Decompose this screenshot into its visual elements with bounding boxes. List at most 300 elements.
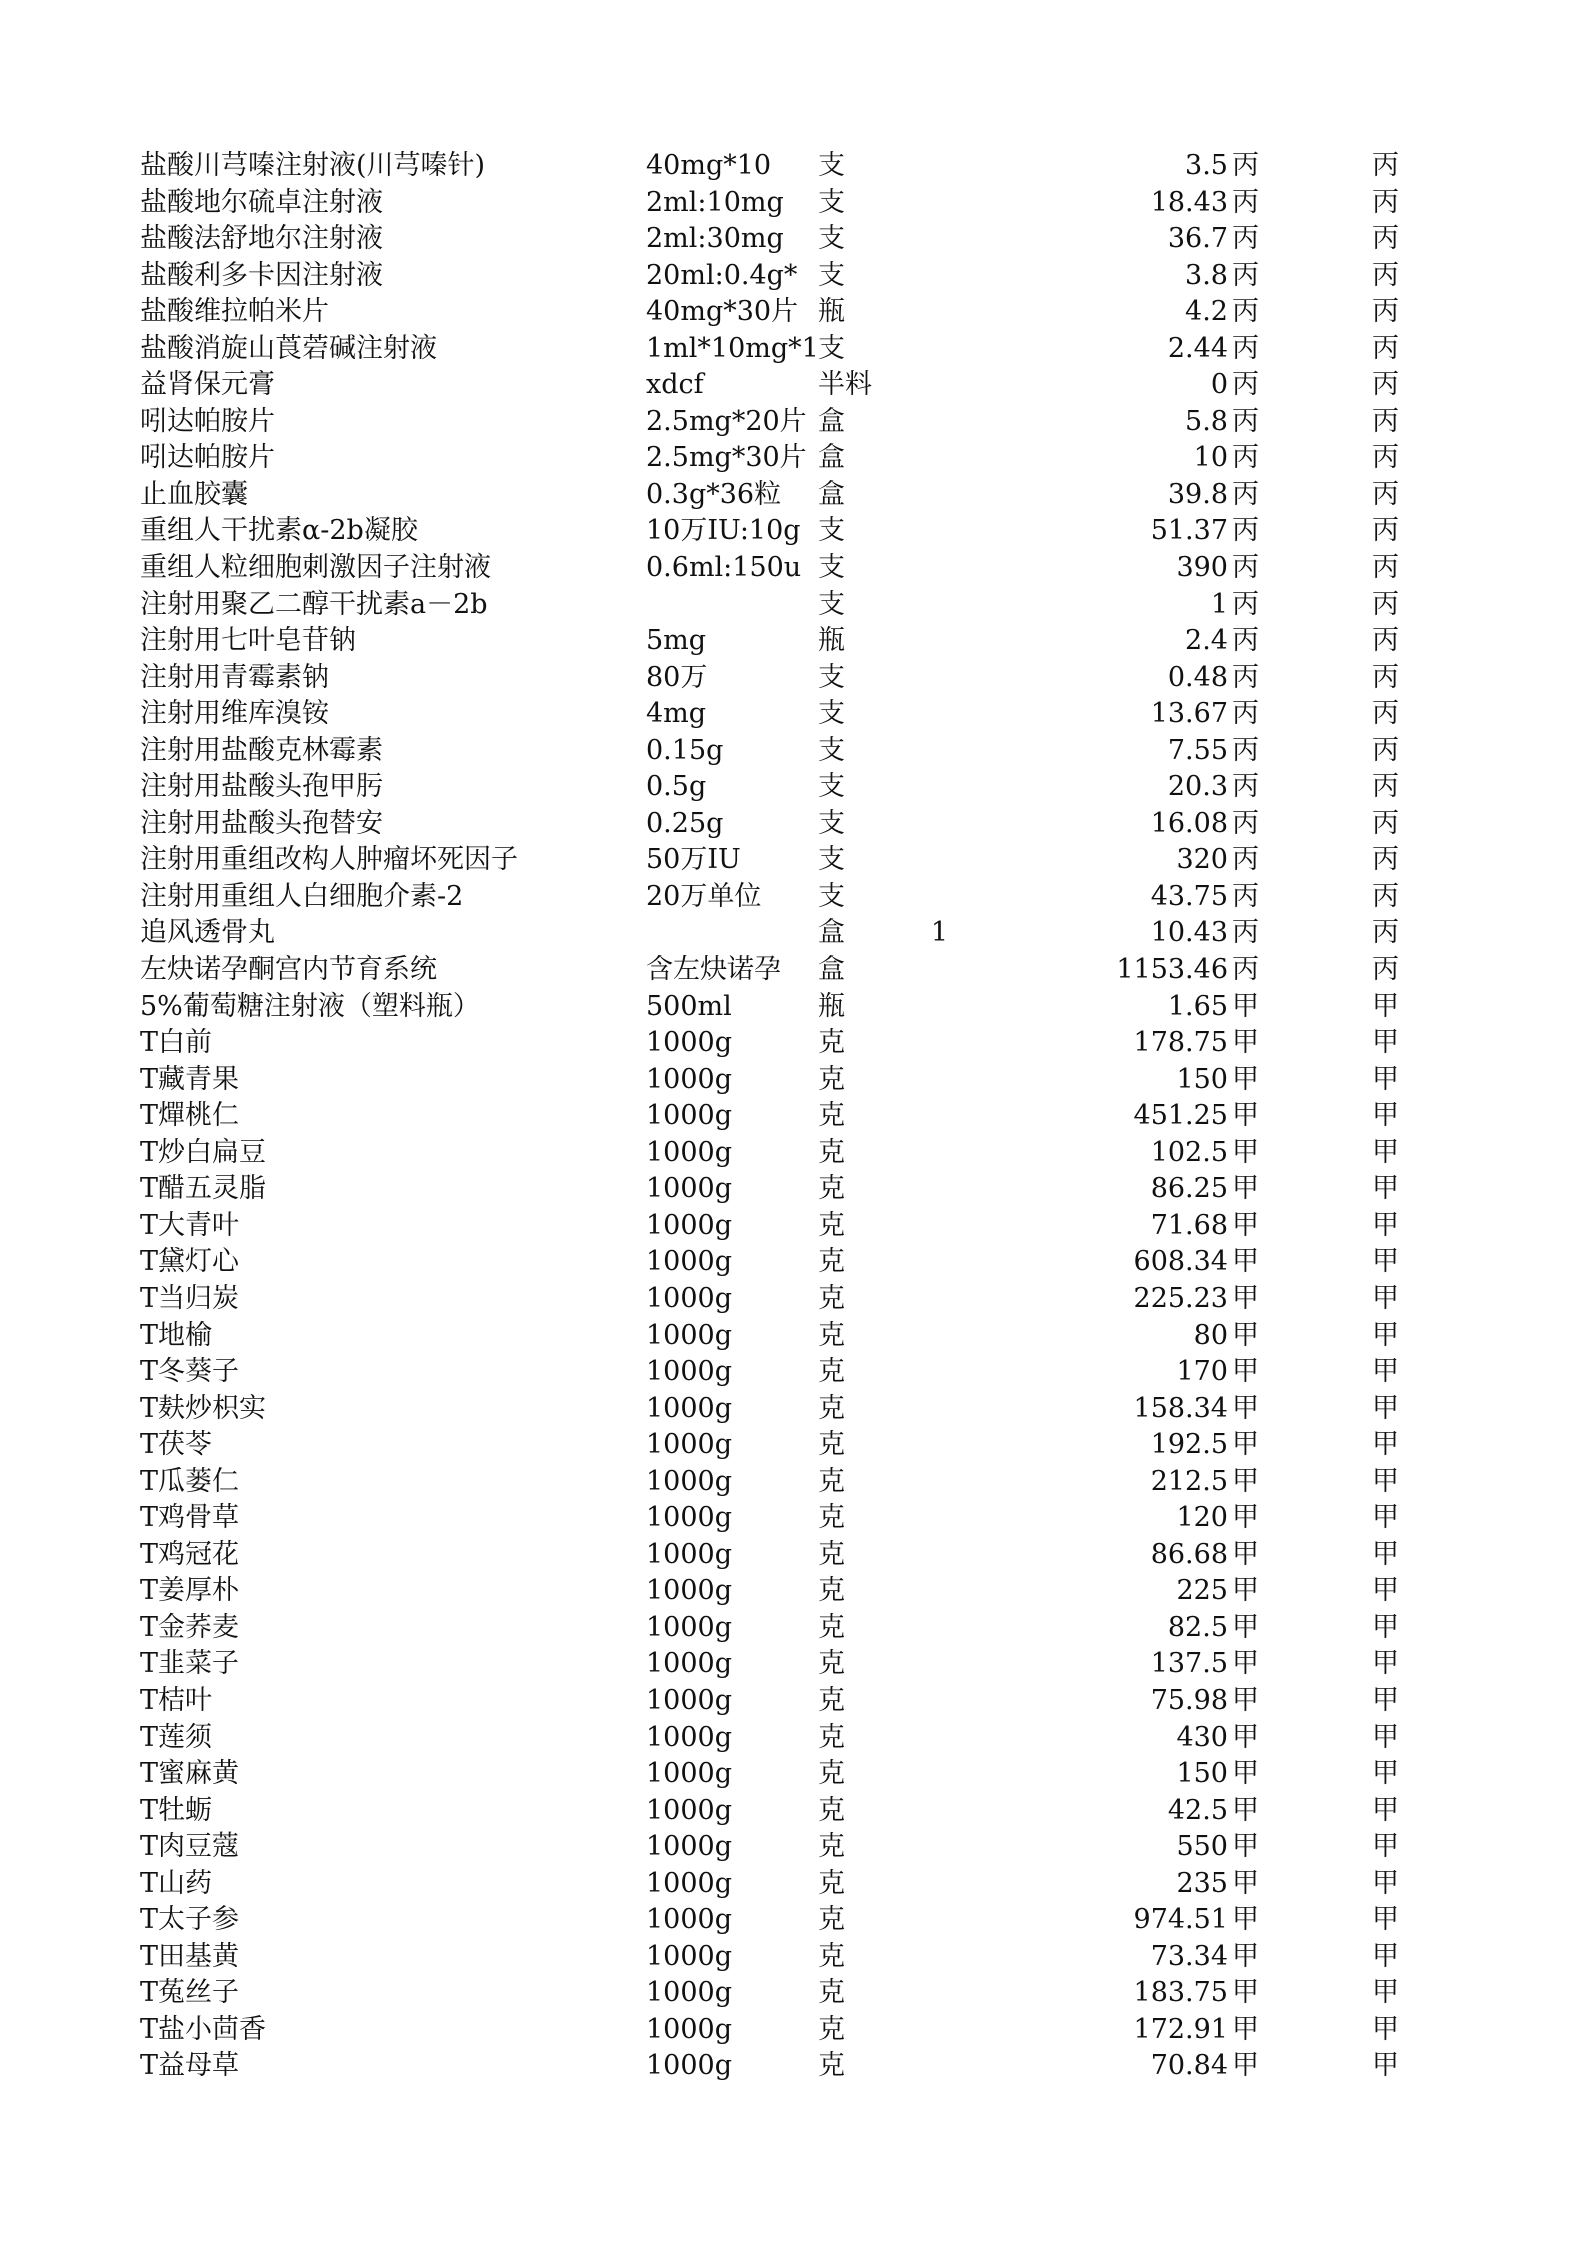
category-cell: 甲 (1232, 1465, 1259, 1497)
price-cell: 10 (1193, 442, 1228, 474)
drug-name-cell: T炒白扁豆 (140, 1136, 267, 1168)
drug-name-cell: 重组人粒细胞刺激因子注射液 (140, 552, 491, 584)
drug-name-cell: 吲达帕胺片 (140, 442, 275, 474)
grade-cell: 丙 (1372, 625, 1399, 657)
specification-cell: 0.3g*36粒 (646, 478, 782, 510)
specification-cell: 1000g (646, 1063, 732, 1095)
table-row (140, 1025, 1399, 1062)
table-row (140, 696, 1399, 733)
grade-cell: 甲 (1372, 1356, 1399, 1388)
unit-cell: 克 (818, 1136, 845, 1168)
table-row (140, 1244, 1399, 1281)
price-cell: 150 (1176, 1758, 1228, 1790)
table-row (140, 331, 1399, 368)
table-row (140, 1171, 1399, 1208)
price-cell: 183.75 (1133, 1977, 1228, 2009)
price-cell: 10.43 (1150, 917, 1228, 949)
table-row (140, 477, 1399, 514)
specification-cell: 1000g (646, 1831, 732, 1863)
table-row (140, 1318, 1399, 1355)
unit-cell: 克 (818, 1063, 845, 1095)
category-cell: 丙 (1232, 515, 1259, 547)
price-cell: 1 (1210, 588, 1228, 620)
drug-name-cell: T地榆 (140, 1319, 213, 1351)
grade-cell: 甲 (1372, 1977, 1399, 2009)
unit-cell: 克 (818, 1648, 845, 1680)
drug-name-cell: 盐酸消旋山莨菪碱注射液 (140, 332, 437, 364)
table-row (140, 1427, 1399, 1464)
drug-name-cell: T藏青果 (140, 1063, 240, 1095)
table-row (140, 952, 1399, 989)
unit-cell: 克 (818, 1282, 845, 1314)
price-cell: 170 (1176, 1356, 1228, 1388)
drug-name-cell: T韭菜子 (140, 1648, 240, 1680)
grade-cell: 甲 (1372, 1465, 1399, 1497)
price-cell: 608.34 (1133, 1246, 1228, 1278)
specification-cell: 1000g (646, 1611, 732, 1643)
unit-cell: 克 (818, 1429, 845, 1461)
unit-cell: 支 (818, 332, 845, 364)
price-cell: 0.48 (1167, 661, 1228, 693)
price-cell: 82.5 (1167, 1611, 1228, 1643)
table-row (140, 1098, 1399, 1135)
unit-cell: 支 (818, 259, 845, 291)
specification-cell: 1000g (646, 1721, 732, 1753)
table-row (140, 1610, 1399, 1647)
grade-cell: 甲 (1372, 1758, 1399, 1790)
specification-cell: 1000g (646, 1538, 732, 1570)
grade-cell: 甲 (1372, 1831, 1399, 1863)
price-cell: 451.25 (1133, 1100, 1228, 1132)
unit-cell: 支 (818, 734, 845, 766)
drug-name-cell: T当归炭 (140, 1282, 240, 1314)
table-row (140, 989, 1399, 1026)
category-cell: 甲 (1232, 1831, 1259, 1863)
price-cell: 550 (1176, 1831, 1228, 1863)
grade-cell: 甲 (1372, 1429, 1399, 1461)
unit-cell: 支 (818, 552, 845, 584)
specification-cell: 1000g (646, 2013, 732, 2045)
price-cell: 20.3 (1167, 771, 1228, 803)
category-cell: 丙 (1232, 405, 1259, 437)
table-row (140, 842, 1399, 879)
category-cell: 丙 (1232, 807, 1259, 839)
unit-cell: 支 (818, 844, 845, 876)
drug-name-cell: 盐酸法舒地尔注射液 (140, 223, 383, 255)
table-row (140, 440, 1399, 477)
specification-cell: 1000g (646, 1027, 732, 1059)
unit-cell: 克 (818, 1721, 845, 1753)
specification-cell: 4mg (646, 698, 707, 730)
unit-cell: 克 (818, 1356, 845, 1388)
unit-cell: 克 (818, 1758, 845, 1790)
category-cell: 甲 (1232, 1794, 1259, 1826)
price-cell: 102.5 (1150, 1136, 1228, 1168)
grade-cell: 丙 (1372, 771, 1399, 803)
category-cell: 甲 (1232, 1209, 1259, 1241)
grade-cell: 甲 (1372, 1392, 1399, 1424)
category-cell: 甲 (1232, 2050, 1259, 2082)
table-row (140, 1646, 1399, 1683)
table-row (140, 1135, 1399, 1172)
price-cell: 3.5 (1185, 150, 1228, 181)
grade-cell: 甲 (1372, 1173, 1399, 1205)
drug-name-cell: T益母草 (140, 2050, 240, 2082)
unit-cell: 克 (818, 1904, 845, 1936)
unit-cell: 盒 (818, 478, 845, 510)
category-cell: 丙 (1232, 844, 1259, 876)
grade-cell: 丙 (1372, 332, 1399, 364)
specification-cell: 500ml (646, 990, 732, 1022)
category-cell: 丙 (1232, 296, 1259, 328)
drug-name-cell: 盐酸利多卡因注射液 (140, 259, 383, 291)
category-cell: 丙 (1232, 954, 1259, 986)
category-cell: 丙 (1232, 186, 1259, 218)
grade-cell: 丙 (1372, 186, 1399, 218)
price-cell: 1.65 (1167, 990, 1228, 1022)
price-cell: 390 (1176, 552, 1228, 584)
price-cell: 1153.46 (1116, 954, 1228, 986)
table-row (140, 1464, 1399, 1501)
category-cell: 丙 (1232, 332, 1259, 364)
grade-cell: 丙 (1372, 223, 1399, 255)
table-row (140, 623, 1399, 660)
unit-cell: 克 (818, 1684, 845, 1716)
price-cell: 137.5 (1150, 1648, 1228, 1680)
specification-cell: 1000g (646, 1173, 732, 1205)
price-cell: 18.43 (1150, 186, 1228, 218)
category-cell: 丙 (1232, 478, 1259, 510)
grade-cell: 丙 (1372, 734, 1399, 766)
grade-cell: 丙 (1372, 917, 1399, 949)
table-row (140, 1829, 1399, 1866)
drug-name-cell: T田基黄 (140, 1940, 240, 1972)
unit-cell: 克 (818, 1502, 845, 1534)
table-row (140, 1281, 1399, 1318)
grade-cell: 甲 (1372, 1721, 1399, 1753)
specification-cell: 80万 (646, 661, 708, 693)
table-row (140, 1756, 1399, 1793)
grade-cell: 甲 (1372, 1209, 1399, 1241)
table-row (140, 221, 1399, 258)
table-row (140, 587, 1399, 624)
table-row (140, 148, 1399, 185)
unit-cell: 支 (818, 698, 845, 730)
specification-cell: 0.5g (646, 771, 707, 803)
specification-cell: 2.5mg*30片 (646, 442, 807, 474)
grade-cell: 丙 (1372, 515, 1399, 547)
table-row (140, 769, 1399, 806)
specification-cell: 1000g (646, 1758, 732, 1790)
grade-cell: 丙 (1372, 844, 1399, 876)
grade-cell: 甲 (1372, 1063, 1399, 1095)
price-cell: 43.75 (1150, 880, 1228, 912)
drug-name-cell: 注射用青霉素钠 (140, 661, 329, 693)
unit-cell: 支 (818, 880, 845, 912)
drug-name-cell: 注射用盐酸头孢甲肟 (140, 771, 383, 803)
table-row (140, 1939, 1399, 1976)
price-cell: 16.08 (1150, 807, 1228, 839)
unit-cell: 克 (818, 1465, 845, 1497)
grade-cell: 甲 (1372, 1538, 1399, 1570)
grade-cell: 甲 (1372, 1319, 1399, 1351)
table-row (140, 367, 1399, 404)
drug-name-cell: T鸡冠花 (140, 1538, 240, 1570)
drug-name-cell: T菟丝子 (140, 1977, 240, 2009)
drug-name-cell: T姜厚朴 (140, 1575, 240, 1607)
drug-name-cell: 注射用重组改构人肿瘤坏死因子 (140, 844, 518, 876)
grade-cell: 甲 (1372, 1794, 1399, 1826)
specification-cell: 1000g (646, 1940, 732, 1972)
price-cell: 86.25 (1150, 1173, 1228, 1205)
category-cell: 丙 (1232, 150, 1259, 181)
category-cell: 丙 (1232, 771, 1259, 803)
specification-cell: 1000g (646, 1246, 732, 1278)
category-cell: 丙 (1232, 625, 1259, 657)
grade-cell: 丙 (1372, 442, 1399, 474)
grade-cell: 丙 (1372, 369, 1399, 401)
price-cell: 2.4 (1185, 625, 1228, 657)
table-row (140, 1062, 1399, 1099)
specification-cell: 2ml:10mg (646, 186, 784, 218)
drug-name-cell: T燀桃仁 (140, 1100, 240, 1132)
category-cell: 甲 (1232, 1246, 1259, 1278)
specification-cell: 1000g (646, 1977, 732, 2009)
drug-name-cell: 注射用七叶皂苷钠 (140, 625, 356, 657)
category-cell: 甲 (1232, 1136, 1259, 1168)
category-cell: 甲 (1232, 1977, 1259, 2009)
specification-cell: 1000g (646, 1282, 732, 1314)
table-row (140, 404, 1399, 441)
unit-cell: 支 (818, 771, 845, 803)
drug-name-cell: 左炔诺孕酮宫内节育系统 (140, 954, 437, 986)
unit-cell: 克 (818, 1831, 845, 1863)
price-cell: 235 (1176, 1867, 1228, 1899)
price-cell: 974.51 (1133, 1904, 1228, 1936)
specification-cell: 1000g (646, 1502, 732, 1534)
unit-cell: 半料 (818, 369, 872, 401)
price-cell: 4.2 (1185, 296, 1228, 328)
specification-cell: 1ml*10mg*1 (646, 332, 819, 364)
specification-cell: 2ml:30mg (646, 223, 784, 255)
drug-name-cell: 注射用盐酸克林霉素 (140, 734, 383, 766)
table-row (140, 258, 1399, 295)
specification-cell: 1000g (646, 1904, 732, 1936)
table-row (140, 185, 1399, 222)
specification-cell: xdcf (646, 369, 704, 401)
category-cell: 甲 (1232, 2013, 1259, 2045)
table-row (140, 294, 1399, 331)
unit-cell: 克 (818, 2013, 845, 2045)
specification-cell: 20万单位 (646, 880, 762, 912)
drug-name-cell: 吲达帕胺片 (140, 405, 275, 437)
specification-cell: 10万IU:10g (646, 515, 801, 547)
grade-cell: 甲 (1372, 1136, 1399, 1168)
unit-cell: 克 (818, 1611, 845, 1643)
specification-cell: 5mg (646, 625, 707, 657)
price-cell: 158.34 (1133, 1392, 1228, 1424)
drug-name-cell: 盐酸川芎嗪注射液(川芎嗪针) (140, 150, 486, 181)
price-cell: 7.55 (1167, 734, 1228, 766)
grade-cell: 甲 (1372, 1027, 1399, 1059)
grade-cell: 甲 (1372, 2050, 1399, 2082)
grade-cell: 丙 (1372, 405, 1399, 437)
grade-cell: 甲 (1372, 1611, 1399, 1643)
specification-cell: 1000g (646, 1100, 732, 1132)
drug-name-cell: T金荞麦 (140, 1611, 240, 1643)
price-cell: 120 (1176, 1502, 1228, 1534)
category-cell: 丙 (1232, 698, 1259, 730)
unit-cell: 支 (818, 186, 845, 218)
grade-cell: 丙 (1372, 698, 1399, 730)
drug-name-cell: 注射用盐酸头孢替安 (140, 807, 383, 839)
table-row (140, 1793, 1399, 1830)
price-cell: 70.84 (1150, 2050, 1228, 2082)
grade-cell: 甲 (1372, 1282, 1399, 1314)
grade-cell: 甲 (1372, 990, 1399, 1022)
price-cell: 2.44 (1167, 332, 1228, 364)
drug-name-cell: 重组人干扰素α-2b凝胶 (140, 515, 418, 547)
category-cell: 甲 (1232, 1867, 1259, 1899)
category-cell: 甲 (1232, 1356, 1259, 1388)
price-cell: 86.68 (1150, 1538, 1228, 1570)
table-row (140, 1975, 1399, 2012)
grade-cell: 甲 (1372, 1648, 1399, 1680)
grade-cell: 丙 (1372, 552, 1399, 584)
table-row (140, 513, 1399, 550)
price-cell: 42.5 (1167, 1794, 1228, 1826)
category-cell: 丙 (1232, 442, 1259, 474)
category-cell: 甲 (1232, 990, 1259, 1022)
category-cell: 甲 (1232, 1063, 1259, 1095)
unit-cell: 克 (818, 1538, 845, 1570)
unit-cell: 克 (818, 1977, 845, 2009)
drug-name-cell: T山药 (140, 1867, 213, 1899)
category-cell: 丙 (1232, 223, 1259, 255)
drug-name-cell: T茯苓 (140, 1429, 213, 1461)
table-row (140, 550, 1399, 587)
category-cell: 丙 (1232, 369, 1259, 401)
drug-name-cell: 注射用聚乙二醇干扰素a－2b (140, 588, 488, 620)
unit-cell: 支 (818, 223, 845, 255)
category-cell: 甲 (1232, 1648, 1259, 1680)
drug-name-cell: 止血胶囊 (140, 478, 248, 510)
price-cell: 13.67 (1150, 698, 1228, 730)
category-cell: 甲 (1232, 1611, 1259, 1643)
table-row (140, 1500, 1399, 1537)
unit-cell: 克 (818, 1319, 845, 1351)
unit-cell: 克 (818, 1246, 845, 1278)
specification-cell: 50万IU (646, 844, 741, 876)
price-cell: 80 (1193, 1319, 1228, 1351)
price-cell: 73.34 (1150, 1940, 1228, 1972)
grade-cell: 丙 (1372, 588, 1399, 620)
price-cell: 39.8 (1167, 478, 1228, 510)
grade-cell: 甲 (1372, 1867, 1399, 1899)
drug-name-cell: T黛灯心 (140, 1246, 240, 1278)
specification-cell: 1000g (646, 1209, 732, 1241)
specification-cell: 1000g (646, 1684, 732, 1716)
drug-name-cell: 注射用维库溴铵 (140, 698, 329, 730)
drug-name-cell: 盐酸维拉帕米片 (140, 296, 329, 328)
table-row (140, 1720, 1399, 1757)
drug-name-cell: T冬葵子 (140, 1356, 240, 1388)
price-cell: 225 (1176, 1575, 1228, 1607)
specification-cell: 1 (930, 917, 948, 949)
unit-cell: 克 (818, 1794, 845, 1826)
specification-cell: 1000g (646, 1136, 732, 1168)
drug-name-cell: T盐小茴香 (140, 2013, 267, 2045)
category-cell: 甲 (1232, 1392, 1259, 1424)
price-cell: 71.68 (1150, 1209, 1228, 1241)
specification-cell: 1000g (646, 2050, 732, 2082)
drug-name-cell: T麸炒枳实 (140, 1392, 267, 1424)
specification-cell: 40mg*30片 (646, 296, 799, 328)
drug-name-cell: T肉豆蔻 (140, 1831, 240, 1863)
grade-cell: 甲 (1372, 2013, 1399, 2045)
category-cell: 甲 (1232, 1904, 1259, 1936)
table-row (140, 1208, 1399, 1245)
grade-cell: 甲 (1372, 1246, 1399, 1278)
specification-cell: 1000g (646, 1319, 732, 1351)
table-row (140, 1573, 1399, 1610)
unit-cell: 盒 (818, 917, 845, 949)
specification-cell: 2.5mg*20片 (646, 405, 807, 437)
drug-name-cell: 5%葡萄糖注射液（塑料瓶） (140, 990, 480, 1022)
category-cell: 甲 (1232, 1429, 1259, 1461)
specification-cell: 1000g (646, 1356, 732, 1388)
unit-cell: 克 (818, 1209, 845, 1241)
table-row (140, 1391, 1399, 1428)
unit-cell: 瓶 (818, 625, 845, 657)
drug-name-cell: T莲须 (140, 1721, 213, 1753)
table-row (140, 1537, 1399, 1574)
grade-cell: 甲 (1372, 1575, 1399, 1607)
price-cell: 5.8 (1185, 405, 1228, 437)
grade-cell: 甲 (1372, 1684, 1399, 1716)
category-cell: 丙 (1232, 588, 1259, 620)
grade-cell: 丙 (1372, 478, 1399, 510)
unit-cell: 瓶 (818, 990, 845, 1022)
grade-cell: 甲 (1372, 1100, 1399, 1132)
specification-cell: 1000g (646, 1867, 732, 1899)
category-cell: 甲 (1232, 1575, 1259, 1607)
grade-cell: 丙 (1372, 807, 1399, 839)
drug-name-cell: T瓜蒌仁 (140, 1465, 240, 1497)
specification-cell: 0.15g (646, 734, 724, 766)
unit-cell: 克 (818, 1100, 845, 1132)
category-cell: 甲 (1232, 1758, 1259, 1790)
price-cell: 320 (1176, 844, 1228, 876)
unit-cell: 克 (818, 1575, 845, 1607)
price-cell: 192.5 (1150, 1429, 1228, 1461)
grade-cell: 丙 (1372, 954, 1399, 986)
price-cell: 0 (1210, 369, 1228, 401)
grade-cell: 丙 (1372, 880, 1399, 912)
unit-cell: 克 (818, 2050, 845, 2082)
table-row (140, 1354, 1399, 1391)
category-cell: 甲 (1232, 1027, 1259, 1059)
drug-name-cell: 注射用重组人白细胞介素-2 (140, 880, 464, 912)
category-cell: 丙 (1232, 917, 1259, 949)
price-cell: 430 (1176, 1721, 1228, 1753)
drug-name-cell: T牡蛎 (140, 1794, 213, 1826)
unit-cell: 支 (818, 661, 845, 693)
unit-cell: 瓶 (818, 296, 845, 328)
table-row (140, 1902, 1399, 1939)
unit-cell: 支 (818, 588, 845, 620)
drug-name-cell: T蜜麻黄 (140, 1758, 240, 1790)
